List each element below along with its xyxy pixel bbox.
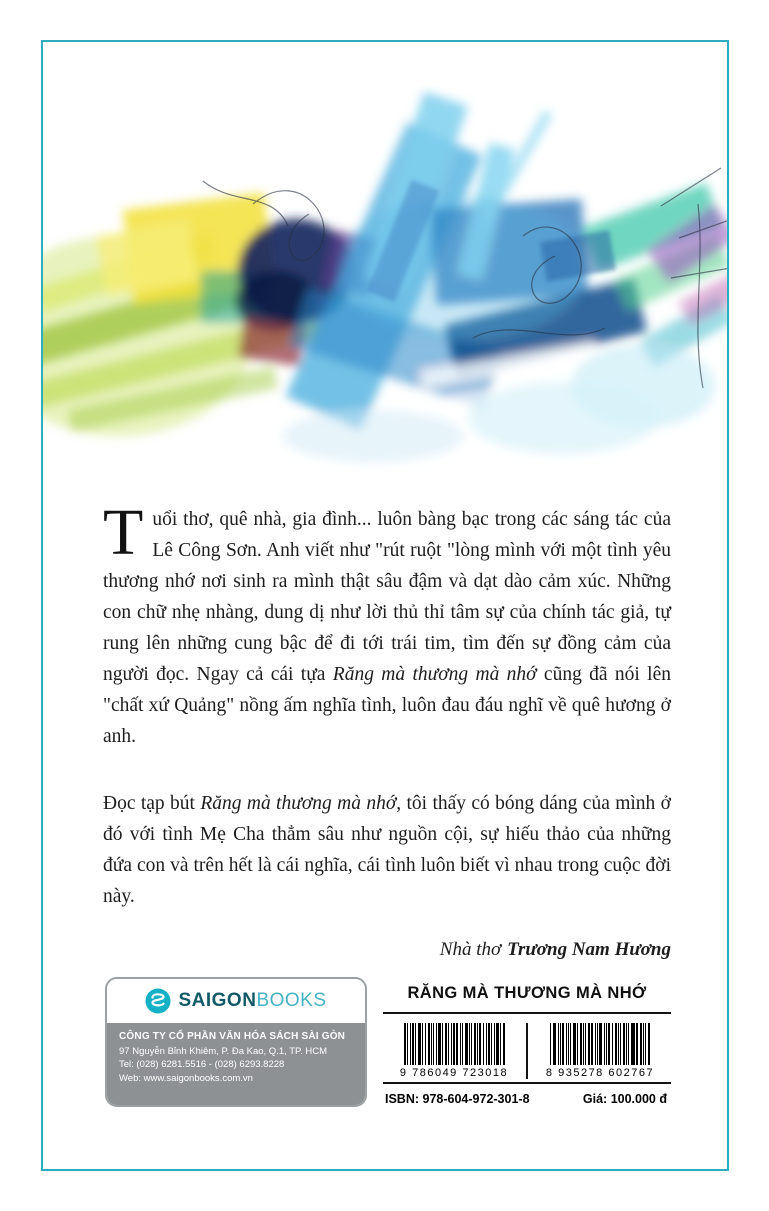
isbn-block <box>383 977 671 1107</box>
company-address: 97 Nguyễn Bỉnh Khiêm, P. Đa Kao, Q.1, TP. HCM <box>119 1045 328 1057</box>
publisher-card <box>105 977 367 1107</box>
barcode-divider <box>526 1023 528 1079</box>
cover-border <box>41 40 729 1171</box>
barcode-isbn-digits: 9 786049 723018 <box>399 1067 509 1079</box>
attribution-name: Trương Nam Hương <box>507 939 671 960</box>
attribution-role: Nhà thơ <box>439 939 502 960</box>
logo-word-books: BOOKS <box>256 990 327 1011</box>
barcode-ean-digits: 8 935278 602767 <box>545 1067 655 1079</box>
barcode-isbn-bars <box>390 1023 518 1065</box>
company-web: Web: www.saigonbooks.com.vn <box>119 1073 253 1085</box>
paragraph-2-text: Đọc tạp bút <box>103 793 201 814</box>
price-label: Giá: <box>582 1092 608 1106</box>
book-title: RĂNG MÀ THƯƠNG MÀ NHỚ <box>407 984 647 1002</box>
attribution <box>103 934 671 965</box>
blurb-paragraph-1 <box>103 496 671 752</box>
drop-cap: T <box>103 496 144 569</box>
publisher-logo <box>107 979 365 1023</box>
company-info <box>107 1023 365 1105</box>
barcode-ean <box>536 1023 664 1079</box>
paragraph-2-text-end: , tôi thấy có bóng dáng của mình ở đó với tình Mẹ Cha thẳm sâu như nguồn cội, sự hiếu thảo của những đứa con và trên hết là cái nghĩa, cái tình luôn biết vì nhau trong cuộc đời này. <box>103 793 671 907</box>
price <box>583 1092 667 1106</box>
company-tel: Tel: (028) 6281.5516 - (028) 6293.8228 <box>119 1059 285 1071</box>
barcode-ean-bars <box>536 1023 664 1065</box>
barcode-isbn <box>390 1023 518 1079</box>
abstract-painting-svg <box>43 86 727 490</box>
paragraph-1-text: uổi thơ, quê nhà, gia đình... luôn bàng bạc trong các sáng tác của Lê Công Sơn. Anh viết như "rút ruột "lòng mình với một tình yêu thương nhớ nơi sinh ra mình thật sâu đậm và dạt dào cảm xúc. Những con chữ nhẹ nhàng, dung dị như lời thủ thỉ tâm sự của chính tác giả, tự rung lên những cung bậc để đi tới trái tim, tìm đến sự đồng cảm của người đọc. Ngay cả cái tựa <box>103 509 671 685</box>
back-cover-blurb <box>103 496 671 965</box>
isbn-price-row <box>383 1084 671 1106</box>
saigonbooks-logo-icon <box>145 988 171 1014</box>
logo-wordmark <box>178 990 326 1012</box>
isbn-number: ISBN: 978-604-972-301-8 <box>385 1092 530 1106</box>
book-title-inline-2: Răng mà thương mà nhớ <box>200 793 397 814</box>
book-title-inline-1: Răng mà thương mà nhớ <box>332 664 537 685</box>
blurb-paragraph-2 <box>103 788 671 912</box>
price-value: 100.000 đ <box>610 1092 667 1106</box>
abstract-painting <box>43 86 727 490</box>
cover-footer <box>105 977 671 1107</box>
company-name: CÔNG TY CỔ PHẦN VĂN HÓA SÁCH SÀI GÒN <box>119 1031 346 1042</box>
logo-word-saigon: SAIGON <box>178 990 257 1011</box>
barcodes <box>383 1014 671 1082</box>
paragraph-1-text-end: cũng đã nói lên "chất xứ Quảng" nồng ấm nghĩa tình, luôn đau đáu nghĩ về quê hương ở anh. <box>103 664 671 747</box>
